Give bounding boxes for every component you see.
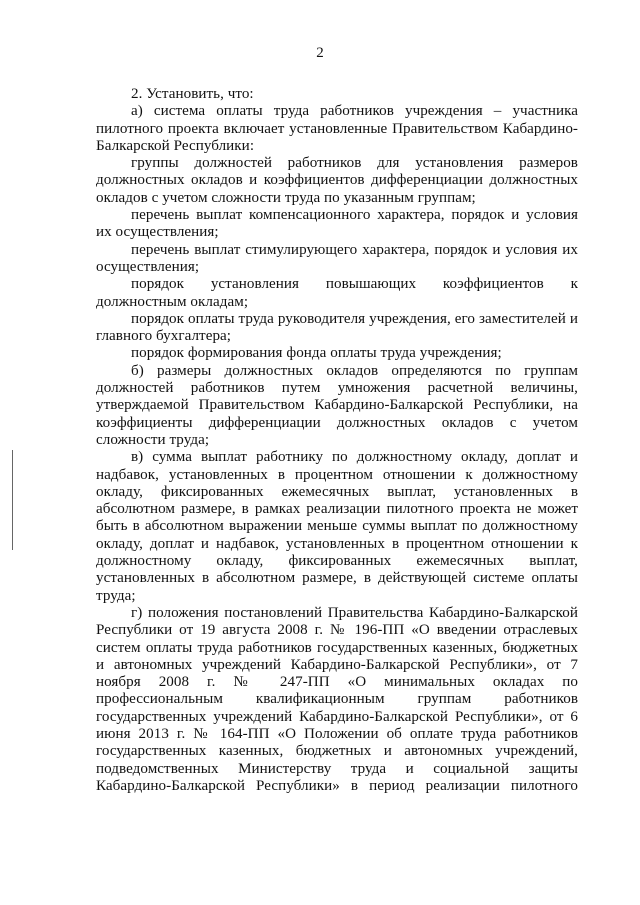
paragraph-item-g: г) положения постановлений Правительства Кабардино-Балкарской Республики от 19 августа 2008 г. № 196-ПП «О введении отраслевых систем оплаты труда работников государственных казенных, бюджетных и автономных учреждений Кабардино-Балкарской Республики», от 7 ноября 2008 г. № 247-ПП «О минимальных окладах по профессиональным квалификационным группам работников государственных учреждений Кабардино-Балкарской Республики», от 6 июня 2013 г. № 164-ПП «О Положении об оплате труда работников государственных казенных, бюджетных и автономных учреждений, подведомственных Министерству труда и социальной защиты Кабардино-Балкарской Республики» в период реализации пилотного [96,604,578,794]
paragraph-position-groups: группы должностей работников для установления размеров должностных окладов и коэффициентов дифференциации должностных окладов с учетом сложности труда по указанным группам; [96,155,578,206]
paragraph-item-a: а) система оплаты труда работников учреждения – участника пилотного проекта включает установленные Правительством Кабардино-Балкарской Республики: [96,103,578,154]
paragraph-incentive-payments: перечень выплат стимулирующего характера, порядок и условия их осуществления; [96,241,578,275]
paragraph-raising-coefficients: порядок установления повышающих коэффициентов к должностным окладам; [96,276,578,310]
paragraph-compensation-payments: перечень выплат компенсационного характера, порядок и условия их осуществления; [96,207,578,241]
paragraph-clause-2: 2. Установить, что: [131,86,254,102]
paragraph-head-remuneration: порядок оплаты труда руководителя учреждения, его заместителей и главного бухгалтера; [96,310,578,345]
paragraph-item-v: в) сумма выплат работнику по должностному окладу, доплат и надбавок, установленных в процентном отношении к должностному окладу, фиксированных ежемесячных выплат, установленных в абсолютном размере, в рамках реализации пилотного проекта не может быть в абсолютном выражении меньше суммы выплат по должностному окладу, доплат и надбавок, установленных в процентном отношении к должностному окладу, фиксированных ежемесячных выплат, установленных в абсолютном размере, в действующей системе оплаты труда; [96,449,578,604]
scan-margin-mark [12,450,13,550]
paragraph-item-b: б) размеры должностных окладов определяются по группам должностей работников путем умножения расчетной величины, утверждаемой Правительством Кабардино-Балкарской Республики, на коэффициенты дифференциации должностных окладов с учетом сложности труда; [96,362,578,448]
paragraph-wage-fund: порядок формирования фонда оплаты труда учреждения; [131,345,502,362]
document-body [96,86,578,795]
page-number: 2 [316,45,324,61]
